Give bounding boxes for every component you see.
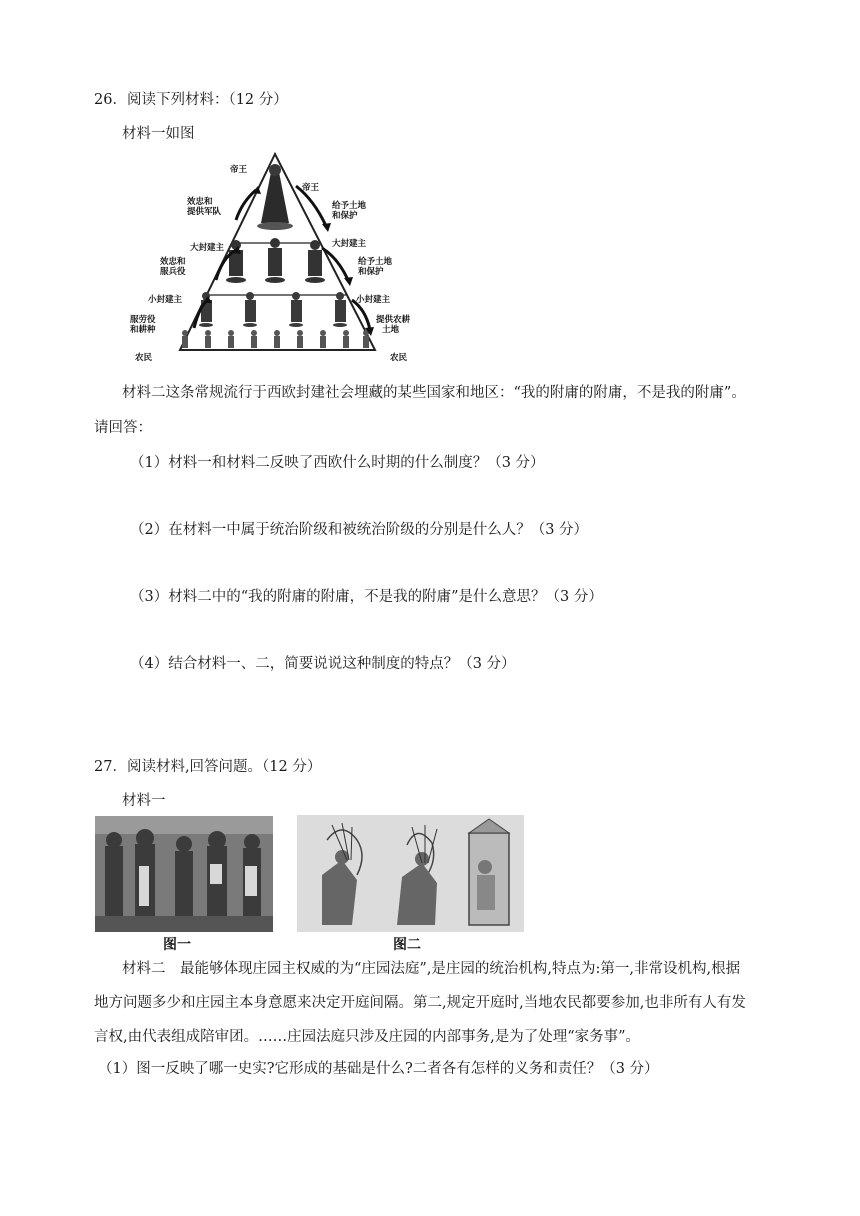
right-arrow1-line2: 和保护 — [332, 211, 358, 221]
figure-2-caption: 图二 — [393, 937, 421, 953]
material-1-label: 材料一如图 — [122, 126, 195, 142]
question-27-title: 27．阅读材料,回答问题。（12 分） — [94, 759, 322, 775]
question-27-1: （1）图一反映了哪一史实?它形成的基础是什么?二者各有怎样的义务和责任？（3 分） — [98, 1061, 659, 1077]
left-arrow3-line1: 服劳役 — [130, 315, 156, 325]
right-king-label: 帝王 — [302, 183, 320, 193]
right-arrow3-line1: 提供农耕 — [376, 315, 411, 325]
lesser-lords-figures-icon — [199, 292, 347, 327]
right-arrow2-line1: 给予土地 — [358, 257, 393, 267]
right-arrow1-line1: 给予土地 — [332, 201, 367, 211]
q27-material-2-line3: 言权,由代表组成陪审团。……庄园法庭只涉及庄园的内部事务,是为了处理“家务事”。 — [94, 1029, 641, 1045]
figure-2-image — [297, 815, 524, 932]
left-arrow3-line2: 和耕种 — [130, 325, 156, 335]
right-great-lord-label: 大封建主 — [332, 239, 367, 249]
great-lords-figures-icon — [226, 238, 325, 283]
answer-prompt: 请回答： — [94, 420, 152, 436]
question-26-2: （2）在材料一中属于统治阶级和被统治阶级的分别是什么人？（3 分） — [130, 522, 589, 538]
q27-material-1-label: 材料一 — [122, 793, 166, 809]
q27-material-2-line2: 地方问题多少和庄园主本身意愿来决定开庭间隔。第二,规定开庭时,当地农民都要参加,也非所有人有发 — [94, 995, 746, 1011]
left-arrow1-line2: 提供军队 — [187, 207, 222, 217]
question-26-3: （3）材料二中的“我的附庸的附庸，不是我的附庸”是什么意思？（3 分） — [130, 589, 603, 605]
right-lesser-lord-label: 小封建主 — [356, 295, 391, 305]
right-arrow2-line2: 和保护 — [358, 267, 384, 277]
feudal-pyramid-diagram — [130, 150, 420, 365]
left-great-lord-label: 大封建主 — [190, 243, 225, 253]
right-arrow3-line2: 土地 — [382, 325, 400, 335]
left-arrow2-line1: 效忠和 — [160, 257, 186, 267]
king-figure-icon — [257, 164, 293, 230]
left-lesser-lord-label: 小封建主 — [148, 295, 183, 305]
material-2-text: 材料二这条常规流行于西欧封建社会埋藏的某些国家和地区：“我的附庸的附庸，不是我的附庸”。 — [122, 385, 746, 401]
figure-1-caption: 图一 — [163, 937, 191, 953]
left-arrow1-line1: 效忠和 — [187, 197, 213, 207]
left-arrow2-line2: 服兵役 — [160, 267, 186, 277]
q27-material-2-line1: 材料二 最能够体现庄园主权威的为“庄园法庭”,是庄园的统治机构,特点为:第一,非常设机构,根据 — [122, 961, 741, 977]
question-26-4: （4）结合材料一、二，简要说说这种制度的特点？（3 分） — [130, 656, 516, 672]
left-peasant-label: 农民 — [135, 353, 153, 363]
question-26-title: 26．阅读下列材料：（12 分） — [94, 92, 288, 108]
left-king-label: 帝王 — [230, 165, 248, 175]
peasants-figures-icon — [182, 330, 369, 348]
right-peasant-label: 农民 — [390, 353, 408, 363]
question-26-1: （1）材料一和材料二反映了西欧什么时期的什么制度？（3 分） — [130, 455, 545, 471]
figure-1-image — [95, 816, 273, 932]
